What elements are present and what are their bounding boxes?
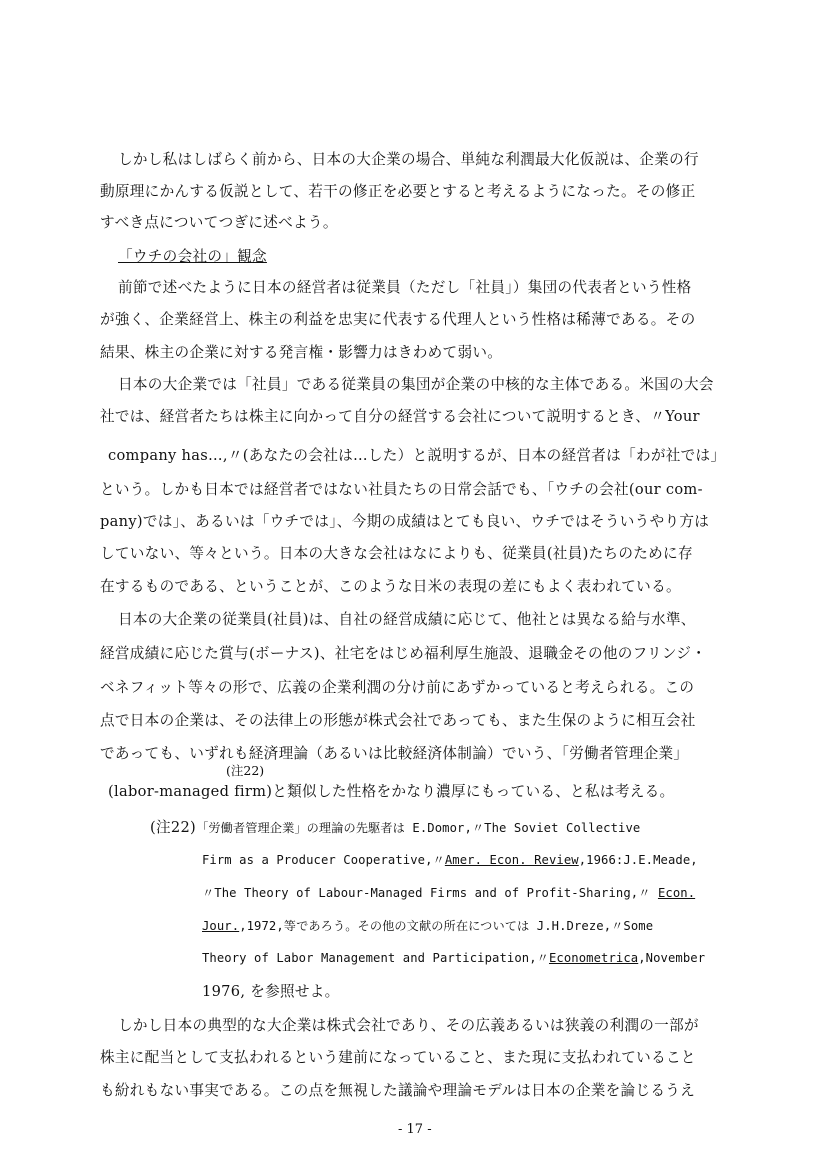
paragraph-5-line-2: 株主に配当として支払われるという建前になっていること、また現に支払われていること (100, 1049, 696, 1066)
paragraph-4-line-6: (labor-managed firm)と類似した性格をかなり濃厚にもっている、と私は考える。 (108, 783, 675, 800)
journal-title-amer-econ-review: Amer. Econ. Review (444, 853, 579, 867)
paragraph-3-line-4: という。しかも日本では経営者ではない社員たちの日常会話でも、「ウチの会社(our com- (100, 481, 703, 498)
footnote-line-1 (150, 818, 640, 838)
footnote-line-4 (202, 916, 653, 936)
footnote-label: (注22) (150, 819, 197, 836)
footnote-line-3-text: 〃The Theory of Labour-Managed Firms and of Profit-Sharing,〃 (202, 886, 658, 900)
paragraph-4-line-4: 点で日本の企業は、その法律上の形態が株式会社であっても、また生保のように相互会社 (100, 712, 696, 729)
footnote-line-2 (202, 850, 698, 870)
paragraph-3-line-2: 社では、経営者たちは株主に向かって自分の経営する会社について説明するとき、〃Your (100, 408, 700, 425)
journal-title-jour: Jour. (202, 919, 240, 933)
paragraph-3-line-3: company has…,〃(あなたの会社は…した）と説明するが、日本の経営者は「わが社では」 (108, 447, 726, 464)
paragraph-2-line-3: 結果、株主の企業に対する発言権・影響力はきわめて弱い。 (100, 344, 503, 361)
paragraph-3-line-1: 日本の大企業では「社員」である従業員の集団が企業の中核的な主体である。米国の大会 (118, 376, 714, 393)
paragraph-1-line-1: しかし私はしばらく前から、日本の大企業の場合、単純な利潤最大化仮説は、企業の行 (118, 151, 699, 168)
paragraph-1-line-3: すべき点についてつぎに述べよう。 (100, 214, 338, 231)
paragraph-5-line-1: しかし日本の典型的な大企業は株式会社であり、その広義あるいは狭義の利潤の一部が (118, 1017, 699, 1034)
footnote-line-6: 1976, を参照せよ。 (202, 983, 340, 1000)
footnote-reference: (注22) (226, 763, 265, 778)
paragraph-3-line-7: 在するものである、ということが、このような日米の表現の差にもよく表われている。 (100, 578, 681, 595)
footnote-line-2-text: Firm as a Producer Cooperative,〃 (202, 853, 445, 867)
paragraph-4-line-2: 経営成績に応じた賞与(ボーナス)、社宅をはじめ福利厚生施設、退職金その他のフリンジ・ (100, 645, 707, 662)
footnote-line-3 (202, 883, 695, 903)
paragraph-4-line-3: ベネフィット等々の形で、広義の企業利潤の分け前にあずかっていると考えられる。この (100, 679, 695, 696)
page-number: - 17 - (398, 1122, 432, 1137)
paragraph-2-line-2: が強く、企業経営上、株主の利益を忠実に代表する代理人という性格は稀薄である。その (100, 311, 696, 328)
footnote-line-5-tail: ,November (638, 951, 706, 965)
footnote-line-4-text: ,1972,等であろう。その他の文献の所在については J.H.Dreze,〃Some (239, 919, 654, 933)
paragraph-4-line-1: 日本の大企業の従業員(社員)は、自社の経営成績に応じて、他社とは異なる給与水準、 (118, 611, 696, 628)
journal-title-econometrica: Econometrica (548, 951, 639, 965)
paragraph-2-line-1: 前節で述べたように日本の経営者は従業員（ただし「社員」）集団の代表者という性格 (118, 279, 692, 296)
section-heading: 「ウチの会社の」観念 (118, 248, 267, 265)
paragraph-3-line-6: していない、等々という。日本の大きな会社はなによりも、従業員(社員)たちのために存 (100, 545, 693, 562)
footnote-line-5 (202, 948, 705, 968)
paragraph-3-line-5: pany)では」、あるいは「ウチでは」、今期の成績はとても良い、ウチではそういうやり方は (100, 513, 710, 530)
footnote-line-2-tail: ,1966:J.E.Meade, (578, 853, 698, 867)
paragraph-1-line-2: 動原理にかんする仮説として、若干の修正を必要とすると考えるようになった。その修正 (100, 183, 696, 200)
footnote-line-1-text: 「労働者管理企業」の理論の先駆者は E.Domor,〃The Soviet Collective (196, 821, 641, 835)
paragraph-5-line-3: も紛れもない事実である。この点を無視した議論や理論モデルは日本の企業を論じるうえ (100, 1082, 696, 1099)
journal-title-econ: Econ. (657, 886, 696, 900)
paragraph-4-line-5: であっても、いずれも経済理論（あるいは比較経済体制論）でいう、「労働者管理企業」 (100, 745, 689, 762)
footnote-line-5-text: Theory of Labor Management and Participation,〃 (202, 951, 549, 965)
